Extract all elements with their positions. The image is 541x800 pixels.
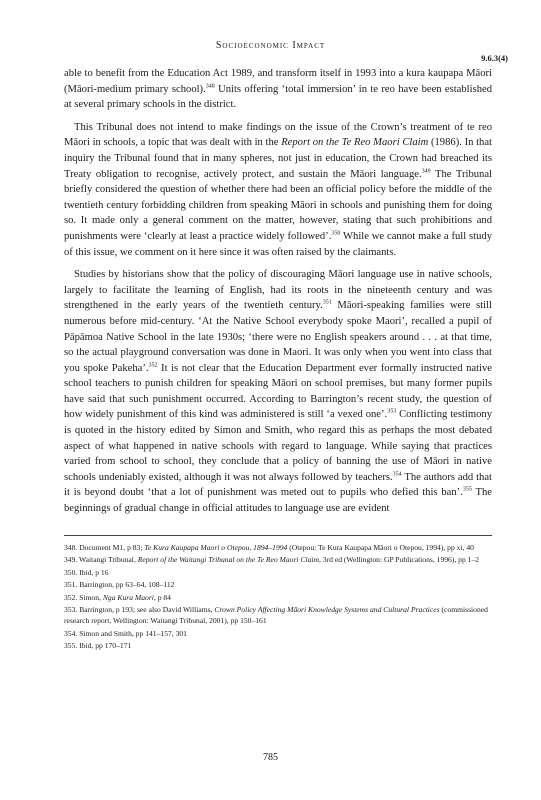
- footnote-ref: 355: [462, 486, 472, 493]
- page-number: 785: [263, 752, 278, 763]
- footnotes: [64, 542, 492, 653]
- footnote: 354. Simon and Smith, pp 141–157, 301: [64, 628, 187, 638]
- footnote-ref: 354: [392, 471, 402, 478]
- footnote: 355. Ibid, pp 170–171: [64, 641, 132, 651]
- body-text: [64, 66, 492, 524]
- footnote: 351. Barrington, pp 63–64, 108–112: [64, 580, 175, 590]
- running-title: Socioeconomic Impact: [215, 40, 326, 51]
- paragraph-1: able to benefit from the Education Act 1989, and transform itself in 1993 into a kura kaupapa Māori (Māori-medium primary school).$^{348}$ Units offering ‘total immersion’ in te reo have been established at several primary schools in the district.: [64, 68, 492, 111]
- paragraph-3: Studies by historians show that the policy of discouraging Māori language use in native schools, largely to facilitate the learning of English, had its roots in the nineteenth century and was strengthened in the early years of the twentieth century.$^{351}$ Māori-speaking families were still numerous before mid-century. ‘At the Native School everybody spoke Maori’, recalled a pupil of Pāpāmoa Native School in the late 1930s; ‘there were no English speakers around . . . at that time, so the actual playground conversation was done in Maori. It was only when you went into class that you spoke Pakeha’.$^{352}$ It is not clear that the Education Department ever formally instructed native school teachers to punish children for speaking Māori on school premises, but many former pupils have said that such punishment occurred. According to Barrington’s recent study, the question of how widely punishment of this kind was administered is still ‘a vexed one’.$^{353}$ Conflicting testimony is quoted in the history edited by Simon and Smith, who regard this as perhaps the most debated aspect of what happened in native schools with regard to language. While saying that practices varied from school to school, they conclude that a policy of banning the use of Māori in native schools undeniably existed, although it was not always followed by teachers.$^{354}$ The authors add that it is beyond doubt ‘that a lot of punishment was meted out to pupils who defied this ban’.$^{355}$ The beginnings of gradual change in official attitudes to language use are evident: [64, 269, 492, 515]
- footnote: 352. Simon, Nga Kura Maori, p 84: [64, 592, 171, 602]
- footnote-divider: [64, 535, 492, 536]
- footnote: 348. Document M1, p 83; Te Kura Kaupapa Maori o Otepou, 1894–1994 (Otepou: Te Kura Kaupapa Māori o Otepou, 1994), pp xi, 40: [64, 543, 474, 552]
- paragraph-2: This Tribunal does not intend to make findings on the issue of the Crown’s treatment of te reo Māori in schools, a topic that was dealt with in the Report on the Te Reo Maori Claim (1986). In that inquiry the Tribunal found that in many spheres, not just in education, the Crown had breached its Treaty obligation to recognise, actively protect, and sustain the Māori language.$^{349}$ The Tribunal briefly considered the question of whether there had been an official policy before the middle of the twentieth century forbidding children from speaking Māori in schools and punishing them for doing so. It made only a general comment on the matter, however, stating that such prohibitions and punishments were ‘clearly at least a practice widely followed’.$^{350}$ While we cannot make a full study of this issue, we comment on it here since it was often raised by the claimants.: [64, 121, 493, 258]
- footnote-ref: 349: [421, 168, 431, 175]
- footnote: 350. Ibid, p 16: [64, 567, 109, 577]
- footnote-ref: 353: [387, 408, 397, 415]
- footnote-ref: 348: [205, 83, 215, 90]
- footnote: 353. Barrington, p 193; see also David Williams, Crown Policy Affecting Māori Knowledge Systems and Cultural Practices (commissioned research report, Wellington: Waitangi Tribunal, 2001), pp 150–161: [64, 605, 488, 626]
- footnote-ref: 352: [148, 362, 158, 369]
- footnote-ref: 350: [331, 230, 341, 237]
- footnote: 349. Waitangi Tribunal, Report of the Waitangi Tribunal on the Te Reo Maori Claim, 3rd ed (Wellington: GP Publications, 1996), pp 1–2: [64, 555, 480, 565]
- footnote-ref: 351: [322, 299, 332, 306]
- section-number: 9.6.3(4): [481, 53, 508, 63]
